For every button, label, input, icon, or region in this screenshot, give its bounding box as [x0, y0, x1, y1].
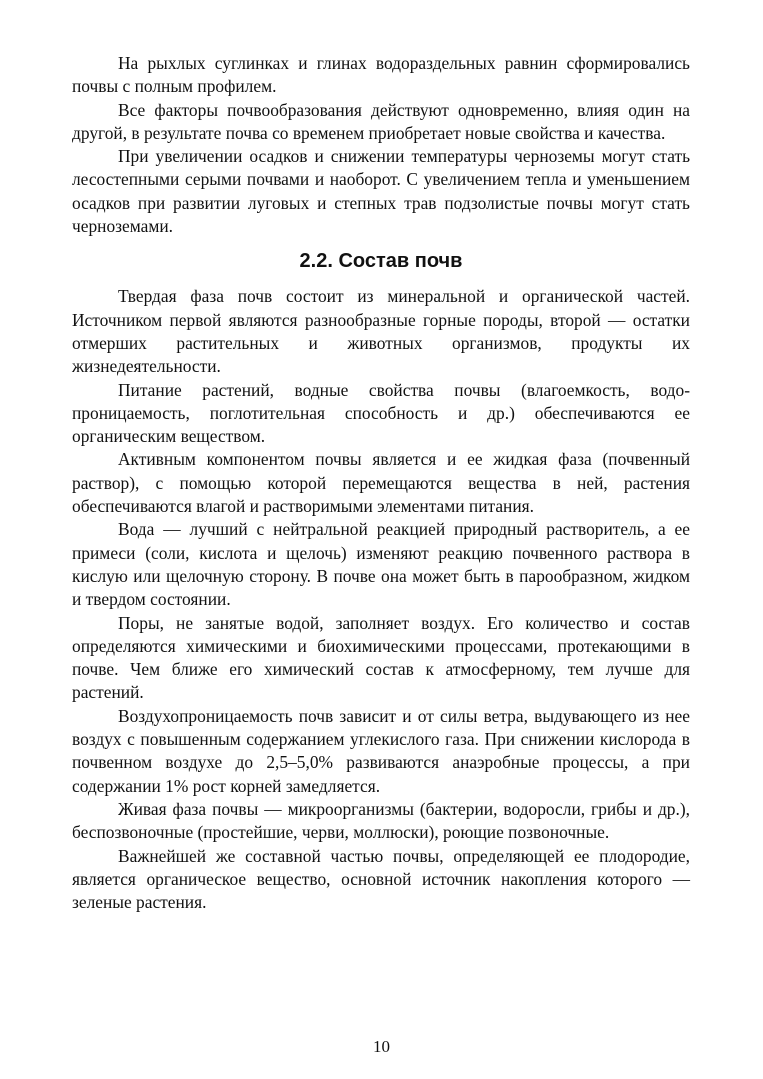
- paragraph: При увеличении осадков и снижении температуры черноземы могут стать лесостепными серыми почвами и наоборот. С увеличением тепла и уменьшением осадков при развитии луговых и степных трав подзолистые почвы могут стать черноземами.: [72, 146, 690, 237]
- paragraph: Твердая фаза почв состоит из минеральной и органической частей. Источником первой являются разнообразные горные породы, второй — остатки отмерших растительных и животных организмов, продукты их жизнедеятельности.: [72, 286, 690, 377]
- paragraph: На рыхлых суглинках и глинах водораздельных равнин сформировались почвы с полным профилем.: [72, 53, 690, 97]
- paragraph: Важнейшей же составной частью почвы, определяющей ее плодородие, является органическое вещество, основной источник накопления которого — зеленые растения.: [72, 845, 690, 913]
- page-body: [72, 52, 690, 914]
- section-heading: 2.2. Состав почв: [299, 250, 463, 273]
- paragraph: Поры, не занятые водой, заполняет воздух. Его количество и состав определяются химическими и биохимическими процессами, протекающими в почве. Чем ближе его химический состав к атмосферному, тем лучше для растений.: [72, 612, 690, 703]
- paragraph: Все факторы почвообразования действуют одновременно, влияя один на другой, в результате почва со временем приобретает новые свойства и качества.: [72, 99, 690, 143]
- paragraph: Активным компонентом почвы является и ее жидкая фаза (почвенный раствор), с помощью которой перемещаются вещества в ней, растения обеспечиваются влагой и растворимыми элементами питания.: [72, 449, 690, 517]
- paragraph: Вода — лучший с нейтральной реакцией природный растворитель, а ее примеси (соли, кислота и щелочь) изменяют реакцию почвенного раствора в кислую или щелочную сторону. В почве она может быть в парообразном, жидком и твердом состоянии.: [72, 519, 690, 610]
- paragraph: Живая фаза почвы — микроорганизмы (бактерии, водоросли, грибы и др.), беспозвоночные (простейшие, черви, моллюски), роющие позвоночные.: [72, 798, 690, 843]
- paragraph: Воздухопроницаемость почв зависит и от силы ветра, выдувающего из нее воздух с повышенным содержанием углекислого газа. При снижении кислорода в почвенном воздухе до 2,5–5,0% развиваются анаэробные процессы, а при содержании 1% рост корней замедляется.: [72, 705, 690, 796]
- page-number: 10: [373, 1037, 390, 1056]
- paragraph: Питание растений, водные свойства почвы (влагоемкость, водопроницаемость, поглотительная способность и др.) обеспечиваются ее органическим веществом.: [72, 379, 690, 447]
